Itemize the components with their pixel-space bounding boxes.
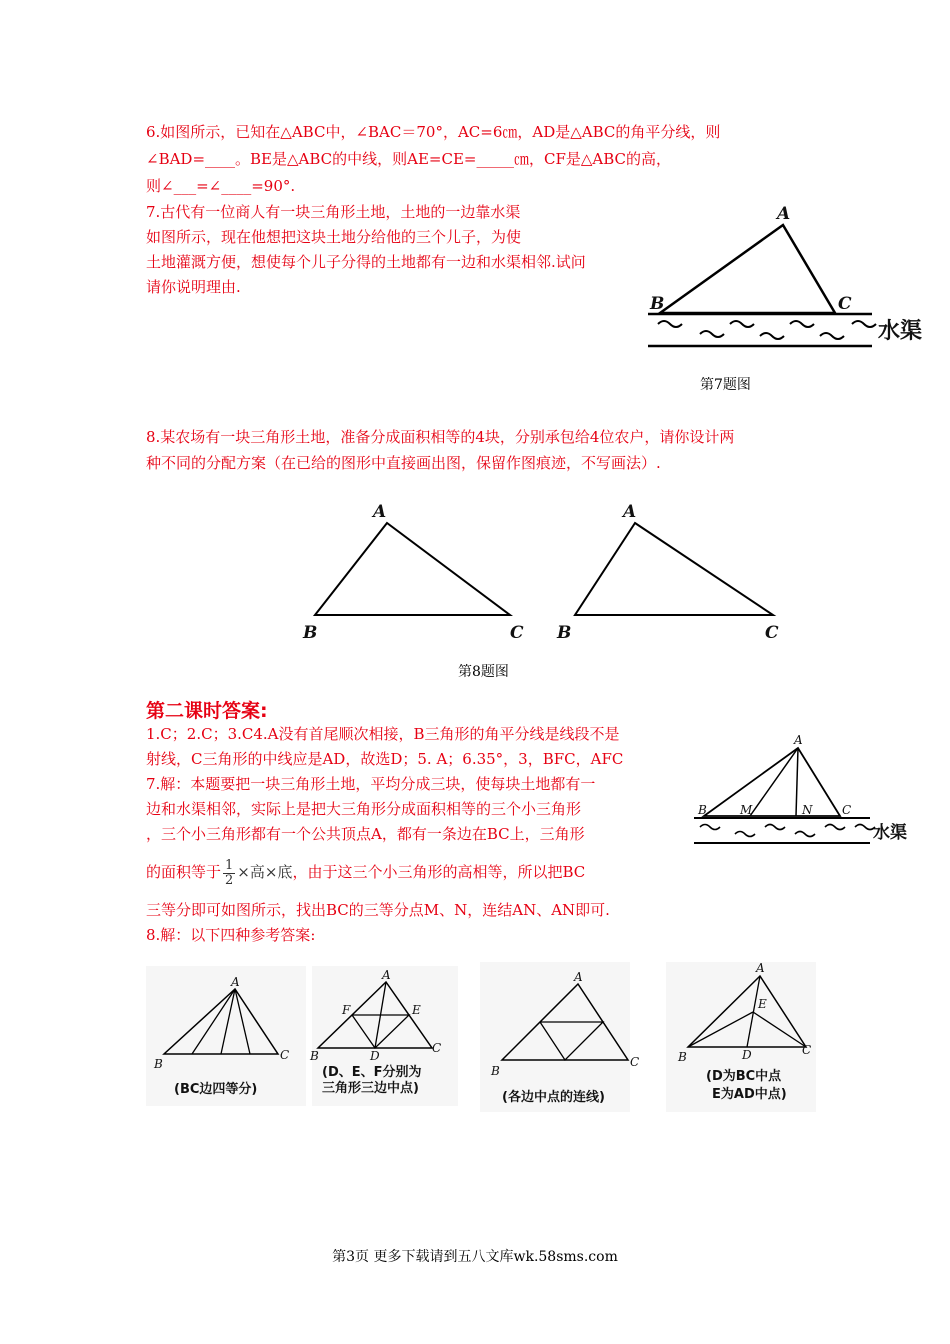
answer7-label-m: M <box>740 803 753 817</box>
answer8-fig2-caption-2: 三角形三边中点) <box>322 1081 419 1096</box>
answers-line-3: 7.解：本题要把一块三角形土地，平均分成三块，使每块土地都有一 <box>146 775 596 793</box>
q8-figure <box>295 495 805 650</box>
answer8-fig2-caption-1: (D、E、F分别为 <box>322 1065 422 1080</box>
answer8-fig2-label-f: F <box>342 1003 351 1017</box>
q8-left-label-a: A <box>373 502 387 522</box>
answer8-fig4-label-a: A <box>756 962 765 975</box>
q7-line-4: 请你说明理由. <box>146 278 241 296</box>
q7-figure <box>630 200 940 360</box>
answer7-canal-label: 水渠 <box>873 823 907 843</box>
q7-line-1: 7.古代有一位商人有一块三角形土地，土地的一边靠水渠 <box>146 203 521 221</box>
answer7-figure <box>690 730 930 855</box>
q7-canal-label: 水渠 <box>878 319 923 344</box>
q8-line-1: 8.某农场有一块三角形土地，准备分成面积相等的4块，分别承包给4位农户，请你设计两 <box>146 428 735 446</box>
answer8-fig3-label-a: A <box>574 970 583 984</box>
answer7-label-b: B <box>698 803 707 817</box>
answer7-line-am <box>750 748 798 816</box>
answers-line-5: ，三个小三角形都有一个公共顶点A，都有一条边在BC上，三角形 <box>146 825 585 843</box>
answer8-fig4-label-d: D <box>742 1048 752 1062</box>
q8-right-triangle <box>575 523 773 615</box>
answer8-figures <box>146 962 816 1112</box>
answers-line-1: 1.C；2.C；3.C4.A没有首尾顺次相接，B三角形的角平分线是线段不是 <box>146 725 620 743</box>
answer8-fig3-label-c: C <box>630 1055 640 1069</box>
answer8-fig1-label-c: C <box>280 1048 290 1062</box>
answer8-fig2-label-e: E <box>412 1003 421 1017</box>
q8-left-triangle <box>315 523 510 615</box>
answer7-water-waves <box>700 825 875 837</box>
answer8-fig4-label-e: E <box>758 997 767 1011</box>
answers-line-6-mid: ×高×底 <box>237 863 293 881</box>
answer8-fig3-label-b: B <box>491 1064 500 1078</box>
answer8-fig2-label-d: D <box>370 1049 380 1063</box>
q7-triangle <box>660 225 835 313</box>
answer8-fig1-label-b: B <box>154 1057 163 1071</box>
q7-label-c: C <box>838 294 852 314</box>
q7-line-2: 如图所示，现在他想把这块土地分给他的三个儿子，为使 <box>146 228 522 246</box>
answers-line-2: 射线，C三角形的中线应是AD，故选D；5. A；6.35°，3，BFC，AFC <box>146 750 624 768</box>
q6-line-1: 6.如图所示，已知在△ABC中，∠BAC＝70°，AC=6㎝，AD是△ABC的角平分线，则 <box>146 123 721 141</box>
answers-line-4: 边和水渠相邻，实际上是把大三角形分成面积相等的三个小三角形 <box>146 800 582 818</box>
q8-left-label-c: C <box>510 623 524 643</box>
q6-line-3: 则∠___=∠____=90°. <box>146 177 296 195</box>
one-half-fraction <box>223 859 235 888</box>
q8-right-label-a: A <box>623 502 637 522</box>
q8-right-label-c: C <box>765 623 779 643</box>
q6-line-2: ∠BAD=____。BE是△ABC的中线，则AE=CE=_____㎝，CF是△ABC的高， <box>146 150 672 168</box>
answers-line-6-post: ，由于这三个小三角形的高相等，所以把BC <box>292 863 586 881</box>
answer7-triangle <box>704 748 840 816</box>
answer7-line-an <box>796 748 798 816</box>
answers-line-7: 三等分即可如图所示，找出BC的三等分点M、N，连结AN、AN即可. <box>146 901 610 919</box>
answer8-fig1-label-a: A <box>231 975 240 989</box>
answer7-label-c: C <box>842 803 852 817</box>
answer8-fig4-label-c: C <box>802 1043 812 1057</box>
answers-line-6 <box>146 852 585 892</box>
fraction-denominator: 2 <box>225 872 234 888</box>
fraction-numerator: 1 <box>225 857 234 873</box>
answer8-fig4-caption-1: (D为BC中点 <box>706 1069 782 1084</box>
q7-label-a: A <box>777 204 791 224</box>
q7-water-waves <box>658 321 876 339</box>
q8-left-label-b: B <box>303 623 318 643</box>
q8-right-label-b: B <box>557 623 572 643</box>
answers-line-8: 8.解：以下四种参考答案: <box>146 926 316 944</box>
answers-line-6-pre: 的面积等于 <box>146 863 222 881</box>
answer8-fig3-caption: (各边中点的连线) <box>502 1090 605 1105</box>
answer8-fig2-label-c: C <box>432 1041 442 1055</box>
answer8-fig2-label-a: A <box>382 968 391 982</box>
answer8-fig4-label-b: B <box>678 1050 687 1064</box>
q8-line-2: 种不同的分配方案（在已给的图形中直接画出图，保留作图痕迹，不写画法）. <box>146 454 661 472</box>
q7-line-3: 土地灌溉方便，想使每个儿子分得的土地都有一边和水渠相邻.试问 <box>146 253 586 271</box>
q7-label-b: B <box>650 294 665 314</box>
answer8-fig1-caption: (BC边四等分) <box>174 1082 258 1097</box>
answer8-fig2-label-b: B <box>310 1049 319 1063</box>
q7-caption: 第7题图 <box>700 377 751 393</box>
page-footer: 第3页 更多下载请到五八文库wk.58sms.com <box>332 1249 618 1265</box>
answer7-label-n: N <box>802 803 813 817</box>
q8-caption: 第8题图 <box>458 664 509 680</box>
answer7-label-a: A <box>794 733 803 747</box>
answer8-fig4-caption-2: E为AD中点) <box>712 1087 787 1102</box>
answers-heading: 第二课时答案: <box>146 700 268 722</box>
